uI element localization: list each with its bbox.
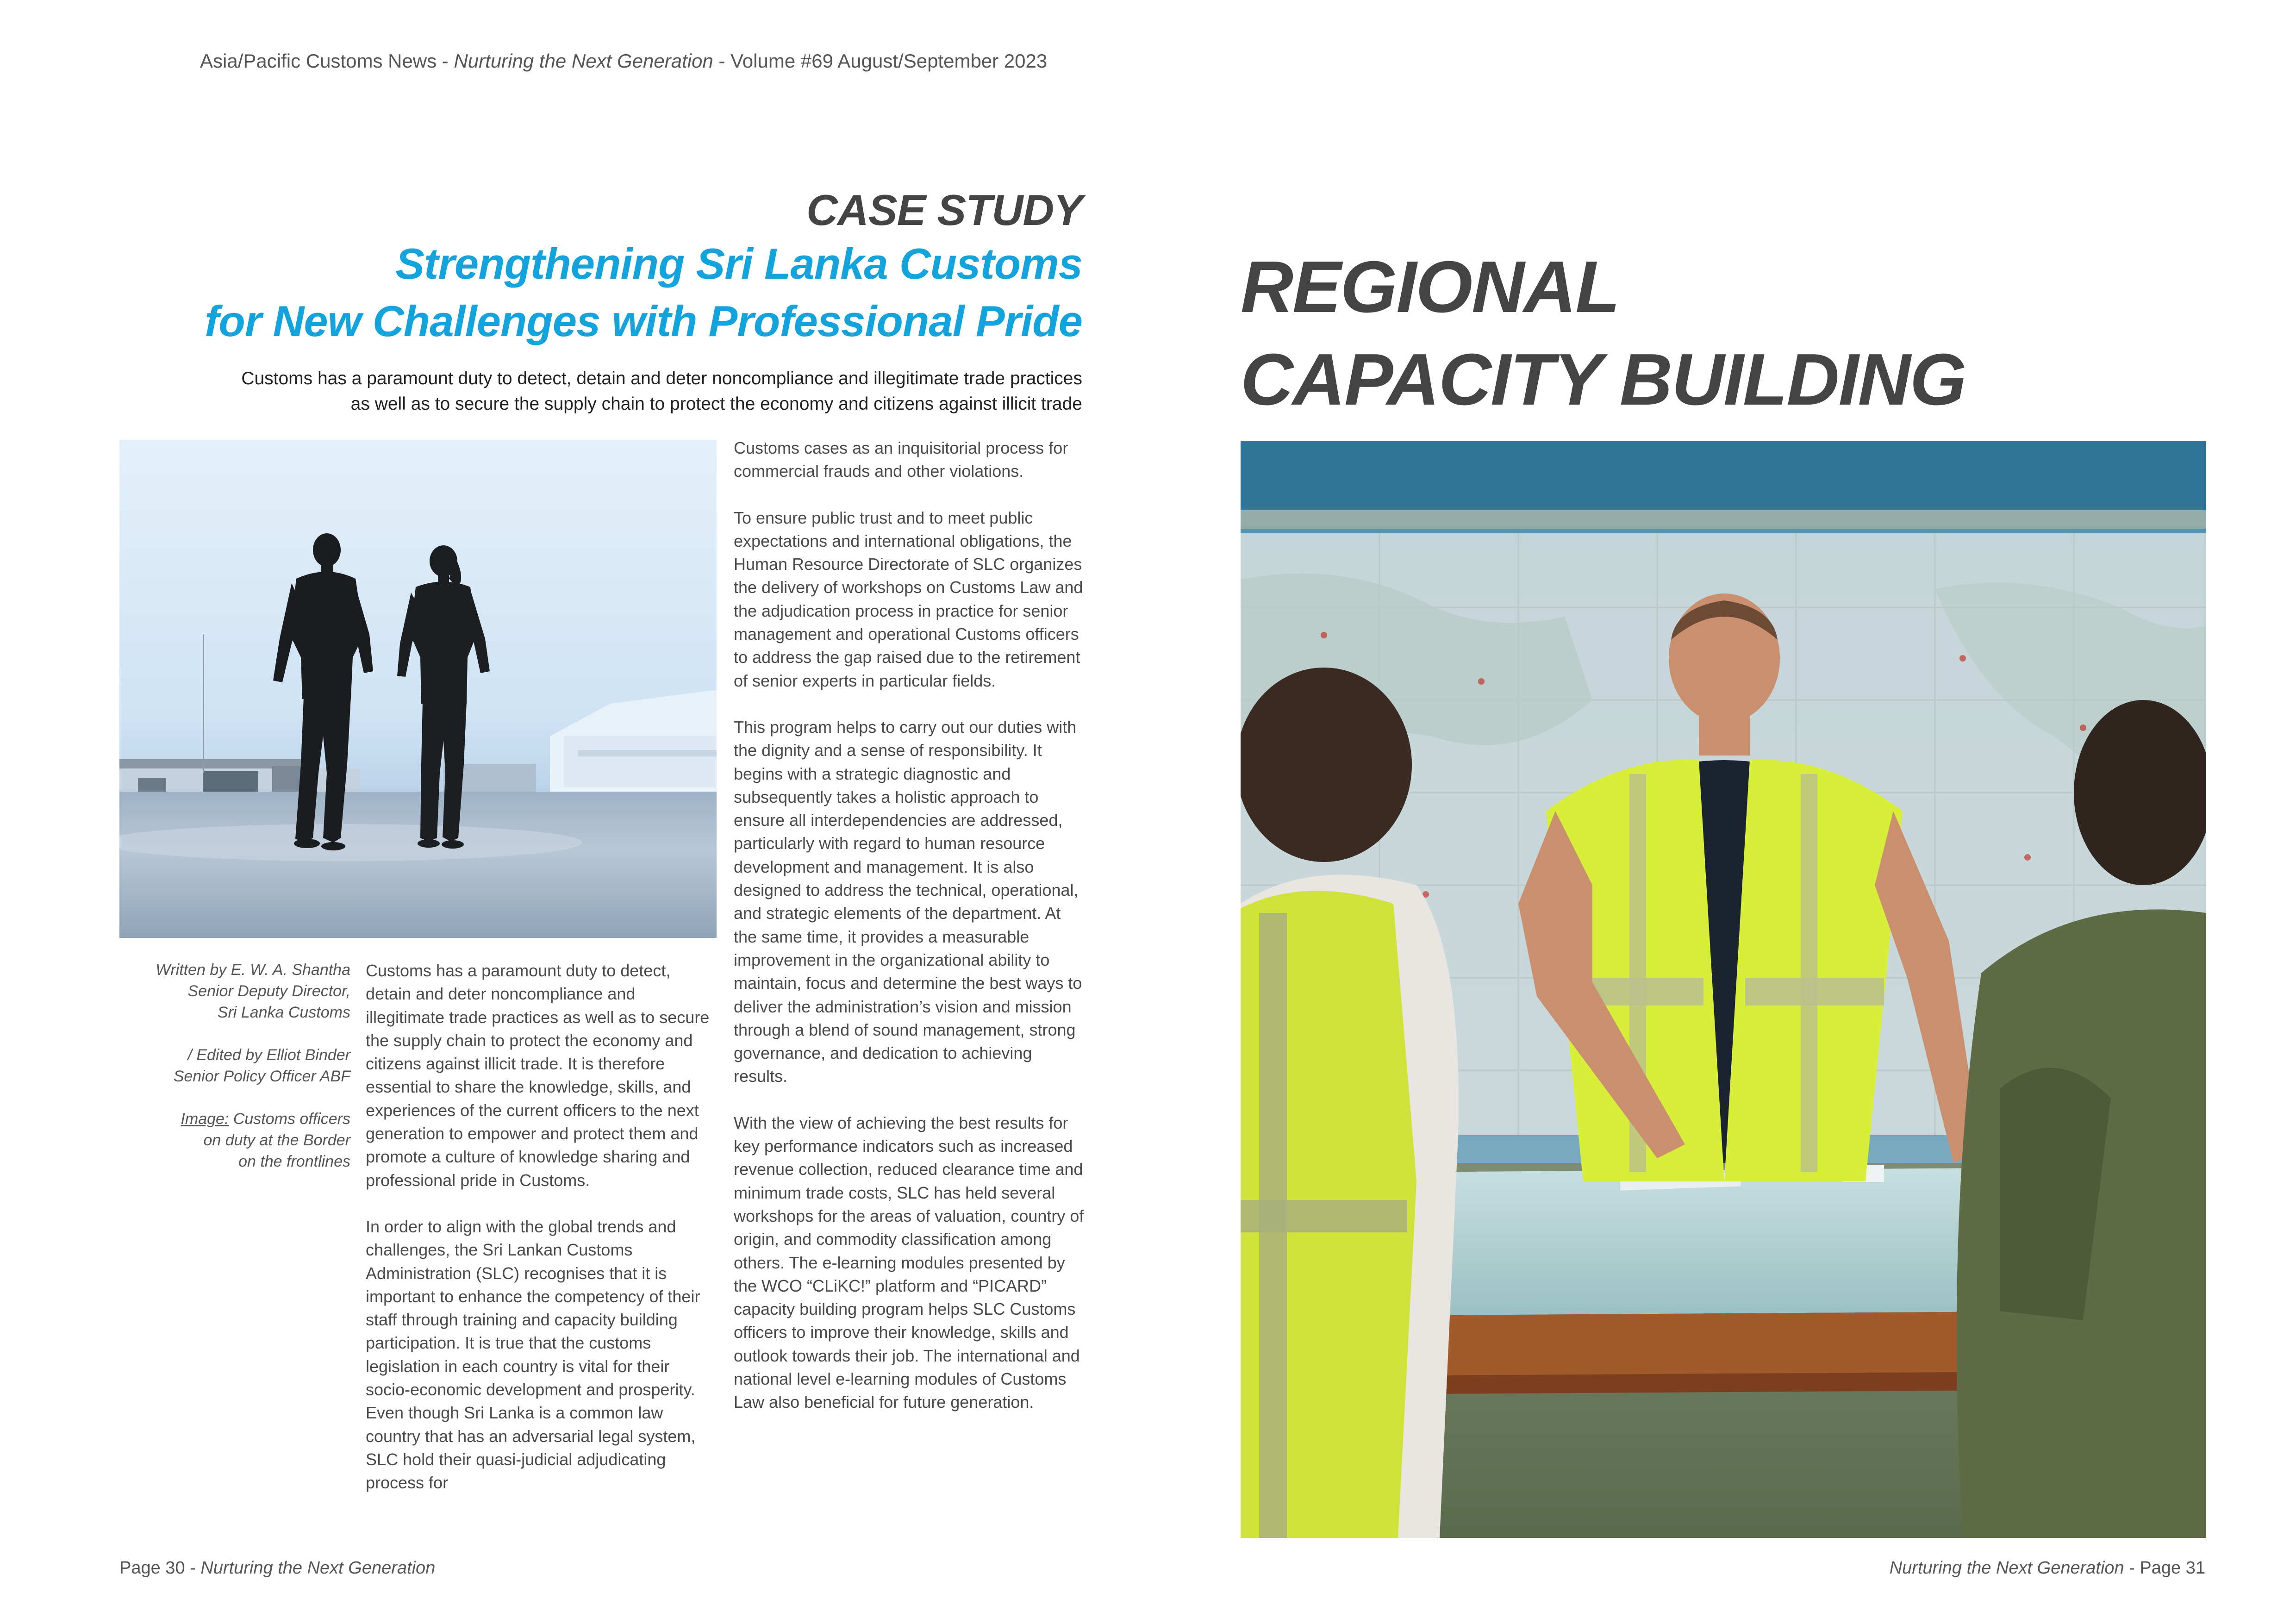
image-caption-line-2: on duty at the Border (203, 1131, 350, 1149)
editor-credit (73, 1044, 350, 1087)
image-caption-line-3: on the frontlines (238, 1153, 350, 1170)
subtitle-line-1: Customs has a paramount duty to detect, detain and deter noncompliance and illegitimate trade practices (241, 369, 1082, 388)
section-heading-line-1: REGIONAL (1241, 246, 1619, 328)
author-name: Written by E. W. A. Shantha (156, 961, 350, 979)
page-footer-left (119, 1558, 435, 1578)
section-heading-line-2: CAPACITY BUILDING (1241, 339, 1966, 420)
article-byline (73, 959, 350, 1193)
image-caption-label: Image: (181, 1110, 229, 1128)
body-paragraph: In order to align with the global trends and challenges, the Sri Lankan Customs Administration (SLC) recognises that it is important to enhance the competency of their staff through training and capacity building participation. It is true that the customs legislation in each country is vital for their socio-economic development and prosperity. Even though Sri Lanka is a common law country that has an adversarial legal system, SLC hold their quasi-judicial adjudicating process for (366, 1217, 700, 1493)
editor-name: / Edited by Elliot Binder (187, 1046, 350, 1064)
editor-title: Senior Policy Officer ABF (173, 1068, 350, 1085)
body-paragraph: Customs cases as an inquisitorial process for commercial frauds and other violations. (734, 438, 1068, 481)
header-volume: - Volume #69 August/September 2023 (713, 50, 1048, 72)
body-paragraph: To ensure public trust and to meet public expectations and international obligations, the Human Resource Directorate of SLC organizes the delivery of workshops on Customs Law and the adjudication process in practice for senior management and operational Customs officers to address the gap raised due to the retirement of senior experts in particular fields. (734, 508, 1083, 690)
footer-theme: Nurturing the Next Generation (1889, 1558, 2124, 1578)
article-subtitle (64, 366, 1082, 417)
body-paragraph: This program helps to carry out our duties with the dignity and a sense of responsibility. It begins with a strategic diagnostic and subsequently takes a holistic approach to ensure all interdependencies are addressed, particularly with regard to human resource development and management. It is also designed to address the technical, operational, and strategic elements of the department. At the same time, it provides a measurable improvement in the organizational ability to maintain, focus and determine the best ways to deliver the administration’s vision and mission through a blend of sound management, strong governance, and dedication to achieving results. (734, 717, 1082, 1086)
author-title: Senior Deputy Director, (187, 982, 350, 1000)
author-org: Sri Lanka Customs (217, 1004, 350, 1021)
running-header (200, 50, 1047, 72)
image-caption (73, 1108, 350, 1172)
footer-page-number: - Page 31 (2124, 1558, 2205, 1578)
footer-page-number: Page 30 - (119, 1558, 201, 1578)
body-paragraph: With the view of achieving the best results for key performance indicators such as increased revenue collection, reduced clearance time and minimum trade costs, SLC has held several workshops for the areas of valuation, country of origin, and commodity classification among others. The e-learning modules presented by the WCO “CLiKC!” platform and “PICARD” capacity building program helps SLC Customs officers to improve their knowledge, skills and outlook towards their job. The international and national level e-learning modules of Customs Law also beneficial for future generation. (734, 1113, 1084, 1412)
article-title-line-1: Strengthening Sri Lanka Customs (395, 239, 1082, 288)
image-caption-line-1: Customs officers (229, 1110, 350, 1128)
article-title-line-2: for New Challenges with Professional Pride (205, 297, 1082, 345)
author-credit (73, 959, 350, 1023)
training-session-photo (1241, 441, 2206, 1538)
header-publication-theme: Nurturing the Next Generation (454, 50, 713, 72)
article-column-1 (366, 959, 718, 1518)
subtitle-line-2: as well as to secure the supply chain to protect the economy and citizens against illicit trade (350, 394, 1082, 414)
footer-theme: Nurturing the Next Generation (200, 1558, 436, 1578)
body-paragraph: Customs has a paramount duty to detect, detain and deter noncompliance and illegitimate trade practices as well as to secure the supply chain to protect the economy and citizens against illicit trade. It is therefore essential to share the knowledge, skills, and experiences of the current officers to the next generation to empower and protect them and promote a culture of knowledge sharing and professional pride in Customs. (366, 961, 710, 1190)
header-prefix: Asia/Pacific Customs News - (200, 50, 454, 72)
case-study-kicker: CASE STUDY (806, 186, 1082, 234)
customs-officers-photo (119, 440, 717, 938)
article-column-2 (734, 437, 1088, 1437)
page-footer-right (1890, 1558, 2205, 1578)
